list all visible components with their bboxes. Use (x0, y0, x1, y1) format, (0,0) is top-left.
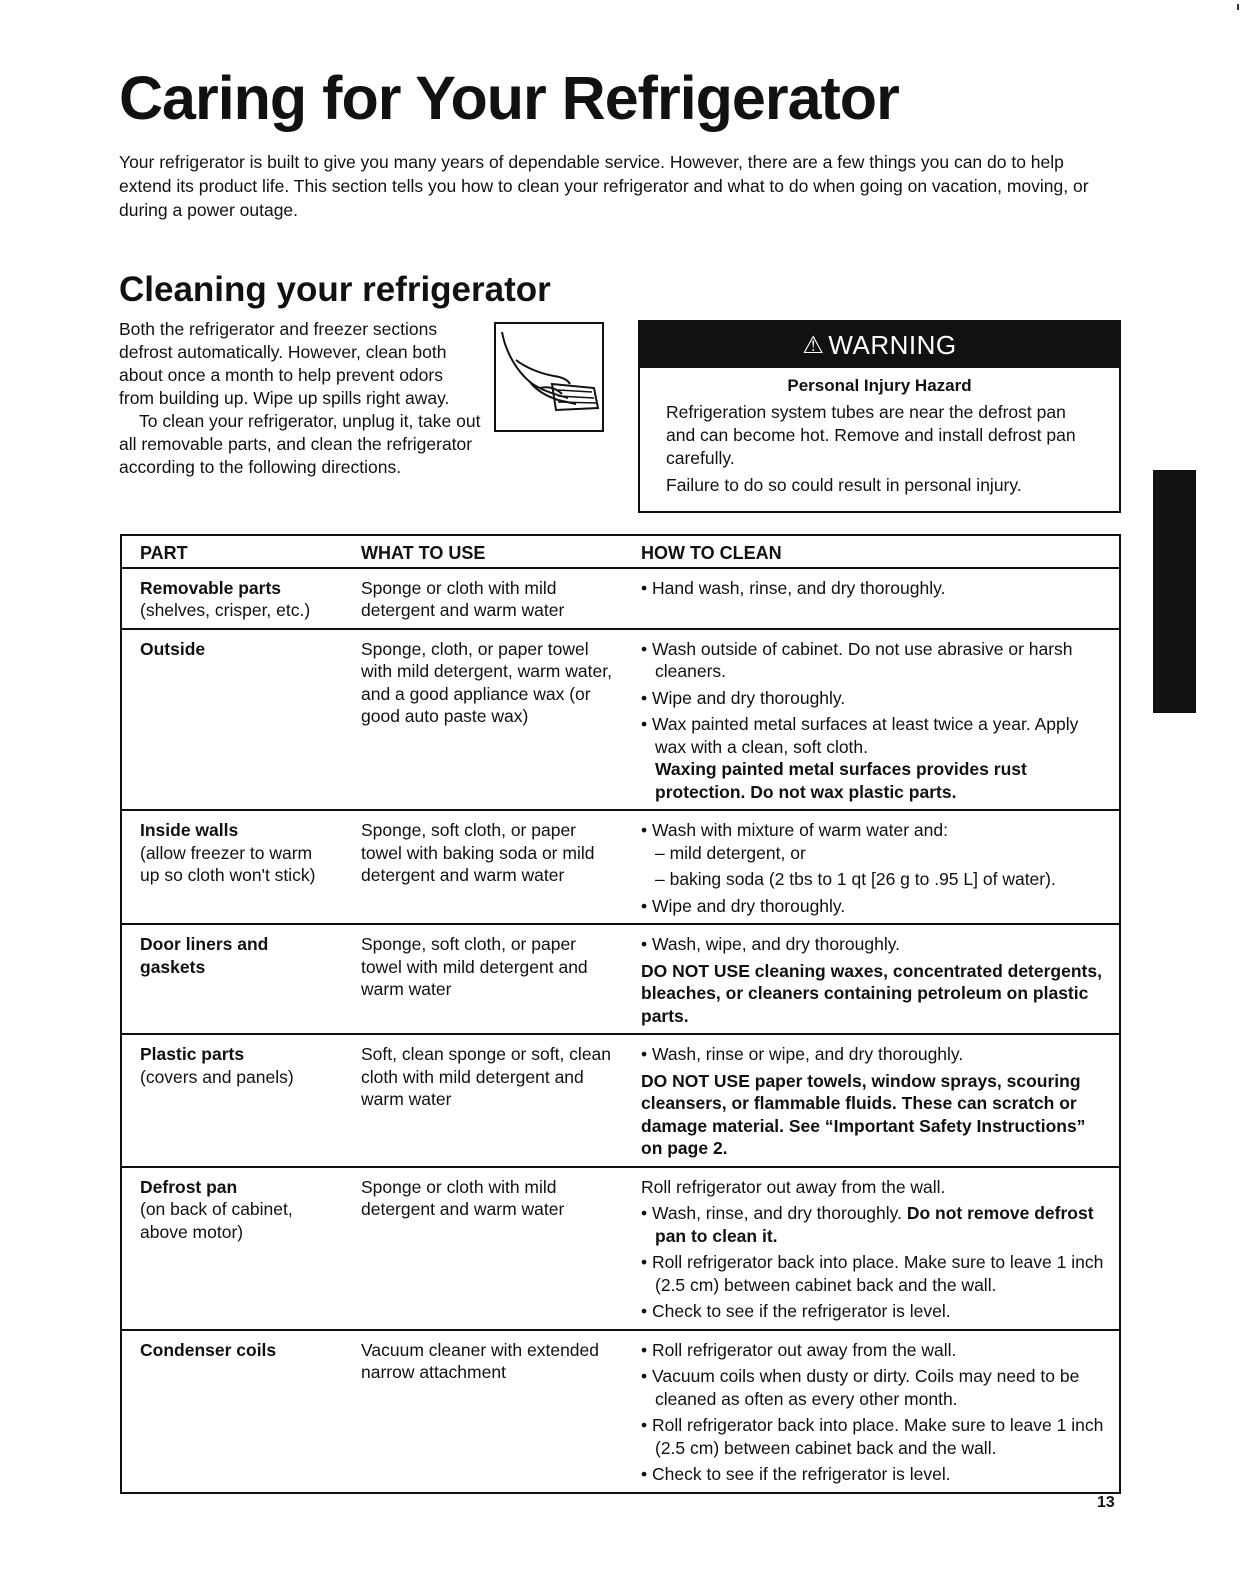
warning-hazard: Personal Injury Hazard (787, 376, 972, 395)
how-step: • Wash outside of cabinet. Do not use abrasive or harsh cleaners. (641, 638, 1073, 681)
table-header-row (121, 535, 1120, 568)
how-step-bold: Do not remove defrost pan to clean it. (655, 1203, 1094, 1246)
what-to-use: Soft, clean sponge or soft, clean cloth with mild detergent and warm water (343, 1034, 623, 1167)
how-substep: – baking soda (2 tbs to 1 qt [26 g to .95 L] of water). (655, 869, 1056, 889)
what-to-use: Vacuum cleaner with extended narrow attachment (343, 1330, 623, 1493)
how-step: • Vacuum coils when dusty or dirty. Coils may need to be cleaned as often as every other month. (641, 1366, 1080, 1409)
how-step: • Roll refrigerator out away from the wall. (641, 1339, 957, 1360)
part-name: Door liners and gaskets (140, 934, 269, 977)
part-note: (allow freezer to warm up so cloth won't stick) (140, 842, 316, 885)
cleaning-table (120, 534, 1121, 1494)
how-bold-note: DO NOT USE cleaning waxes, concentrated detergents, bleaches, or cleaners containing petroleum on plastic parts. (641, 960, 1102, 1026)
col-header-what: WHAT TO USE (343, 535, 623, 568)
section-title: Cleaning your refrigerator (119, 270, 551, 309)
col-header-how: HOW TO CLEAN (623, 535, 1120, 568)
how-step: • Hand wash, rinse, and dry thoroughly. (641, 577, 946, 598)
warning-label: WARNING (828, 329, 957, 360)
cleaning-intro (119, 318, 604, 479)
page-number: 13 (1097, 1494, 1115, 1511)
warning-failure: Failure to do so could result in personal injury. (666, 475, 1022, 495)
what-to-use: Sponge or cloth with mild detergent and warm water (343, 1167, 623, 1330)
table-row (121, 1034, 1120, 1167)
how-bold-note: Waxing painted metal surfaces provides rust protection. Do not wax plastic parts. (655, 759, 1027, 802)
how-step: • Roll refrigerator back into place. Make sure to leave 1 inch (2.5 cm) between cabinet back and the wall. (641, 1252, 1104, 1295)
what-to-use: Sponge, soft cloth, or paper towel with baking soda or mild detergent and warm water (343, 810, 623, 924)
warning-triangle-icon: ⚠ (802, 331, 825, 359)
part-name: Inside walls (140, 820, 239, 840)
what-to-use: Sponge, soft cloth, or paper towel with mild detergent and warm water (343, 924, 623, 1034)
table-row (121, 1330, 1120, 1493)
part-note: (shelves, crisper, etc.) (140, 600, 311, 620)
wiping-hand-icon (494, 322, 604, 432)
part-name: Removable parts (140, 577, 282, 598)
part-name: Condenser coils (140, 1339, 277, 1360)
col-header-part: PART (121, 535, 343, 568)
page-title: Caring for Your Refrigerator (119, 64, 899, 132)
how-lead: Roll refrigerator out away from the wall. (641, 1176, 946, 1197)
part-name: Outside (140, 638, 206, 659)
what-to-use: Sponge, cloth, or paper towel with mild detergent, warm water, and a good appliance wax (or good auto paste wax) (343, 629, 623, 811)
how-step: • Wash, wipe, and dry thoroughly. (641, 934, 901, 954)
table-row (121, 568, 1120, 629)
cleaning-intro-para1: Both the refrigerator and freezer sections defrost automatically. However, clean both about once a month to help prevent odors from building up. Wipe up spills right away. (119, 319, 450, 408)
how-step: • Check to see if the refrigerator is level. (641, 1464, 951, 1484)
how-step: • Wash with mixture of warm water and: (641, 820, 948, 840)
part-note: (on back of cabinet, above motor) (140, 1199, 293, 1242)
table-row (121, 924, 1120, 1034)
how-step: • Check to see if the refrigerator is level. (641, 1301, 951, 1321)
part-note: (covers and panels) (140, 1066, 294, 1087)
how-step: • Wash, rinse or wipe, and dry thoroughly. (641, 1044, 964, 1064)
table-row (121, 1167, 1120, 1330)
how-substep: – mild detergent, or (655, 842, 806, 863)
table-row (121, 629, 1120, 811)
warning-header (640, 322, 1119, 368)
scan-mark (1237, 4, 1239, 10)
warning-text: Refrigeration system tubes are near the defrost pan and can become hot. Remove and install defrost pan carefully. (666, 402, 1076, 468)
how-bold-note: DO NOT USE paper towels, window sprays, scouring cleansers, or flammable fluids. These can scratch or damage material. See “Important Safety Instructions” on page 2. (641, 1070, 1086, 1158)
how-step: • Wipe and dry thoroughly. (641, 895, 846, 916)
intro-paragraph: Your refrigerator is built to give you many years of dependable service. However, there are a few things you can do to help extend its product life. This section tells you how to clean your refrigerator and what to do when going on vacation, moving, or during a power outage. (119, 152, 1089, 220)
how-step-text: • Wash, rinse, and dry thoroughly. (641, 1203, 902, 1223)
section-tab-marker (1153, 470, 1196, 713)
warning-box (638, 320, 1121, 513)
cleaning-intro-para2: To clean your refrigerator, unplug it, take out all removable parts, and clean the refrigerator according to the following directions. (119, 411, 481, 477)
how-step (641, 1202, 1111, 1247)
table-row (121, 810, 1120, 924)
part-name: Defrost pan (140, 1176, 238, 1197)
what-to-use: Sponge or cloth with mild detergent and warm water (361, 577, 565, 620)
part-name: Plastic parts (140, 1044, 245, 1064)
how-step: • Roll refrigerator back into place. Make sure to leave 1 inch (2.5 cm) between cabinet back and the wall. (641, 1415, 1104, 1458)
how-step: • Wipe and dry thoroughly. (641, 687, 846, 708)
how-step: • Wax painted metal surfaces at least twice a year. Apply wax with a clean, soft cloth. (641, 714, 1079, 757)
